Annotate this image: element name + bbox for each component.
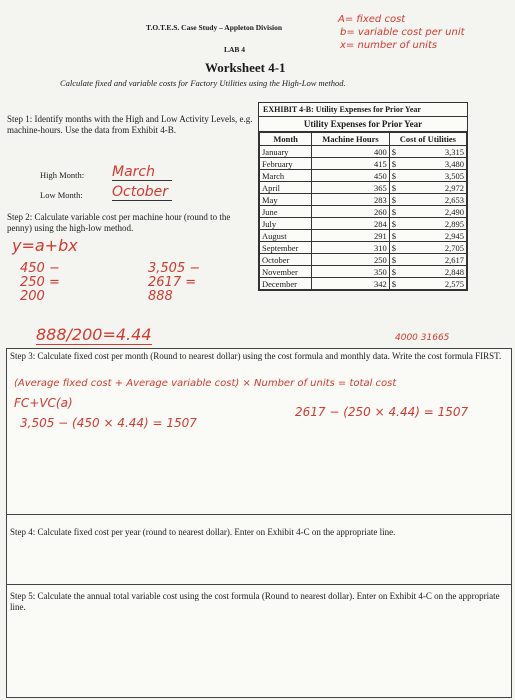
step3-hand-low: 2617 − (250 × 4.44) = 1507: [295, 405, 469, 419]
lab-label: LAB 4: [224, 45, 246, 54]
cell-currency: $: [389, 242, 410, 254]
col-cost: Cost of Utilities: [389, 133, 466, 146]
cell-hours: 291: [312, 230, 390, 242]
cell-hours: 365: [312, 182, 390, 194]
cell-cost: 2,895: [410, 218, 466, 230]
step2-cost-calc: 3,505 − 2617 = 888: [148, 261, 201, 304]
worksheet-title: Worksheet 4-1: [205, 60, 286, 75]
step3-hand-formula: (Average fixed cost + Average variable cost) × Number of units = total cost: [14, 378, 397, 389]
step2-hours-calc: 450 − 250 = 200: [20, 261, 60, 304]
table-row: [260, 266, 467, 278]
table-row: [260, 170, 467, 182]
cell-hours: 250: [312, 254, 390, 266]
note-fixed-cost: A= fixed cost: [338, 14, 406, 25]
cell-month: August: [260, 230, 312, 242]
cell-cost: 2,705: [410, 242, 466, 254]
high-month-value: March: [112, 164, 172, 181]
cell-cost: 3,480: [410, 158, 466, 170]
cell-month: March: [260, 170, 312, 182]
cell-month: October: [260, 254, 312, 266]
utility-table: [259, 132, 467, 290]
cell-currency: $: [389, 146, 410, 158]
table-row: [260, 230, 467, 242]
cell-month: December: [260, 278, 312, 290]
cell-currency: $: [389, 182, 410, 194]
step5-text: Step 5: Calculate the annual total variable cost using the cost formula (Round to nearest dollar). Enter on Exhibit 4-C on the appropriate line.: [10, 591, 500, 612]
cell-hours: 350: [312, 266, 390, 278]
table-row: [260, 278, 467, 290]
low-month-label: Low Month:: [40, 190, 83, 200]
cell-hours: 400: [312, 146, 390, 158]
note-units: x= number of units: [340, 40, 438, 51]
table-row: [260, 146, 467, 158]
cell-cost: 2,490: [410, 206, 466, 218]
step4-box: [6, 514, 512, 586]
cell-hours: 310: [312, 242, 390, 254]
cell-month: September: [260, 242, 312, 254]
cell-cost: 2,972: [410, 182, 466, 194]
cell-month: June: [260, 206, 312, 218]
cell-currency: $: [389, 254, 410, 266]
high-month-label: High Month:: [40, 170, 85, 180]
cell-cost: 2,575: [410, 278, 466, 290]
cell-month: May: [260, 194, 312, 206]
cell-hours: 284: [312, 218, 390, 230]
exhibit-4b: [258, 102, 468, 291]
cell-currency: $: [389, 206, 410, 218]
cell-hours: 342: [312, 278, 390, 290]
cell-hours: 260: [312, 206, 390, 218]
worksheet-subtitle: Calculate fixed and variable costs for Factory Utilities using the High-Low method.: [60, 78, 346, 88]
cell-hours: 450: [312, 170, 390, 182]
cell-month: January: [260, 146, 312, 158]
table-row: [260, 254, 467, 266]
cell-currency: $: [389, 230, 410, 242]
table-row: [260, 206, 467, 218]
table-row: [260, 182, 467, 194]
cell-month: February: [260, 158, 312, 170]
step2-formula: y=a+bx: [12, 236, 78, 255]
cell-cost: 3,505: [410, 170, 466, 182]
cell-month: April: [260, 182, 312, 194]
course-title: T.O.T.E.S. Case Study – Appleton Division: [146, 23, 283, 32]
cell-currency: $: [389, 218, 410, 230]
cell-currency: $: [389, 194, 410, 206]
cell-cost: 2,617: [410, 254, 466, 266]
col-machine-hours: Machine Hours: [312, 133, 390, 146]
table-row: [260, 218, 467, 230]
cell-currency: $: [389, 170, 410, 182]
cell-cost: 2,653: [410, 194, 466, 206]
cell-month: July: [260, 218, 312, 230]
cell-currency: $: [389, 158, 410, 170]
cell-month: November: [260, 266, 312, 278]
exhibit-scribble: 4000 31665: [395, 333, 450, 343]
step3-hand-high: 3,505 − (450 × 4.44) = 1507: [20, 416, 197, 430]
step3-box: [6, 348, 512, 516]
low-month-value: October: [112, 184, 172, 201]
cell-currency: $: [389, 278, 410, 290]
step3-text: Step 3: Calculate fixed cost per month (Round to nearest dollar) using the cost formula and monthly data. Write the cost formula FIRST.: [10, 351, 502, 361]
cell-cost: 2,848: [410, 266, 466, 278]
cell-hours: 283: [312, 194, 390, 206]
cell-hours: 415: [312, 158, 390, 170]
table-row: [260, 242, 467, 254]
cell-cost: 2,945: [410, 230, 466, 242]
table-row: [260, 194, 467, 206]
step5-box: [6, 584, 512, 698]
exhibit-title: Utility Expenses for Prior Year: [259, 117, 467, 132]
exhibit-caption: EXHIBIT 4-B: Utility Expenses for Prior Year: [259, 103, 467, 117]
step4-text: Step 4: Calculate fixed cost per year (round to nearest dollar). Enter on Exhibit 4-C on the appropriate line.: [10, 527, 396, 537]
step2-result: 888/200=4.44: [36, 325, 152, 344]
cell-cost: 3,315: [410, 146, 466, 158]
table-row: [260, 158, 467, 170]
step2-text: Step 2: Calculate variable cost per machine hour (round to the penny) using the high-low method.: [7, 212, 231, 233]
step3-hand-fcvc: FC+VC(a): [14, 396, 73, 410]
step1-text: Step 1: Identify months with the High and Low Activity Levels, e.g. machine-hours. Use the data from Exhibit 4-B.: [7, 114, 253, 135]
col-month: Month: [260, 133, 312, 146]
cell-currency: $: [389, 266, 410, 278]
note-variable-cost: b= variable cost per unit: [340, 27, 465, 38]
